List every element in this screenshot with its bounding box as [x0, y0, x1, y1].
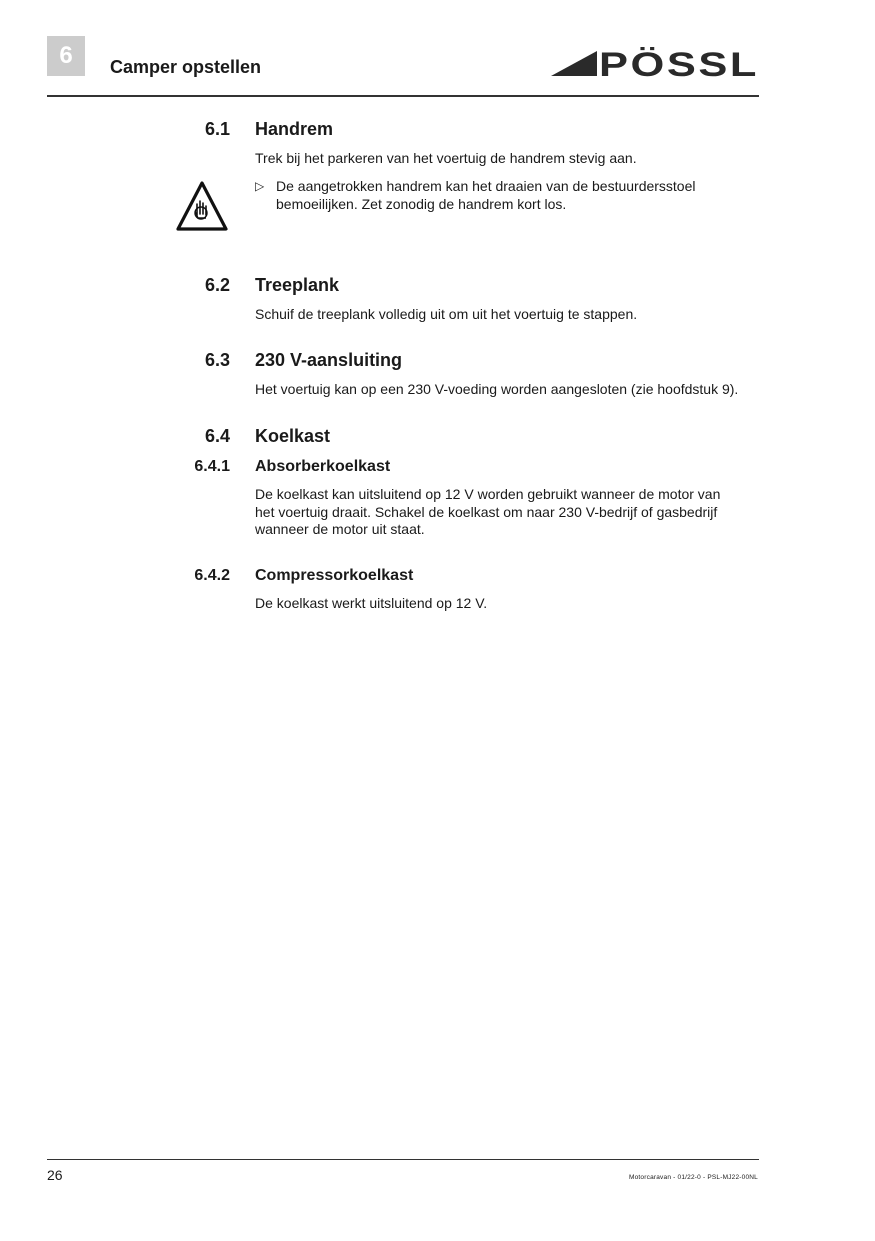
- page-number: 26: [47, 1167, 63, 1183]
- section-title: Handrem: [255, 119, 334, 139]
- section-number: 6.4: [204, 426, 230, 446]
- chapter-title: Camper opstellen: [110, 57, 262, 77]
- text-line-1: De koelkast kan uitsluitend op 12 V worden gebruikt wanneer de motor van: [255, 486, 721, 502]
- warning-handbrake-icon: [176, 180, 228, 232]
- text-line-2: het voertuig draait. Schakel de koelkast om naar 230 V-bedrijf of gasbedrijf: [255, 503, 718, 520]
- section-text: Het voertuig kan op een 230 V-voeding worden aangesloten (zie hoofdstuk 9).: [255, 381, 739, 397]
- section-number: 6.2: [204, 275, 230, 295]
- section-text: Trek bij het parkeren van het voertuig de handrem stevig aan.: [255, 150, 637, 166]
- subsection-number: 6.4.1: [194, 458, 230, 475]
- logo-wordmark: PÖSSL: [599, 47, 759, 77]
- subsection-number: 6.4.2: [194, 567, 230, 584]
- bullet-line-1: De aangetrokken handrem kan het draaien van de bestuurdersstoel: [276, 178, 696, 194]
- chapter-number: 6: [59, 42, 73, 69]
- chapter-number-box: [47, 36, 85, 76]
- subsection-text: De koelkast werkt uitsluitend op 12 V.: [255, 595, 488, 611]
- text-line-3: wanneer de motor uit staat.: [255, 521, 425, 537]
- footer-rule: [47, 1159, 759, 1160]
- brand-logo: [551, 47, 760, 77]
- subsection-title: Absorberkoelkast: [255, 458, 391, 475]
- section-number: 6.3: [204, 350, 230, 370]
- document-code: Motorcaravan - 01/22-0 - PSL-MJ22-00NL: [629, 1174, 758, 1181]
- header-rule: [47, 95, 759, 97]
- section-text: Schuif de treeplank volledig uit om uit het voertuig te stappen.: [255, 306, 638, 322]
- subsection-text: [255, 486, 765, 539]
- bullet-triangle-icon: ▷: [255, 179, 265, 193]
- section-number: 6.1: [204, 119, 230, 139]
- bullet-text: [276, 178, 746, 213]
- section-title: 230 V-aansluiting: [255, 350, 403, 370]
- section-title: Koelkast: [255, 426, 331, 446]
- subsection-title: Compressorkoelkast: [255, 567, 414, 584]
- section-title: Treeplank: [255, 275, 340, 295]
- bullet-line-2: bemoeilijken. Zet zonodig de handrem kort los.: [276, 195, 567, 212]
